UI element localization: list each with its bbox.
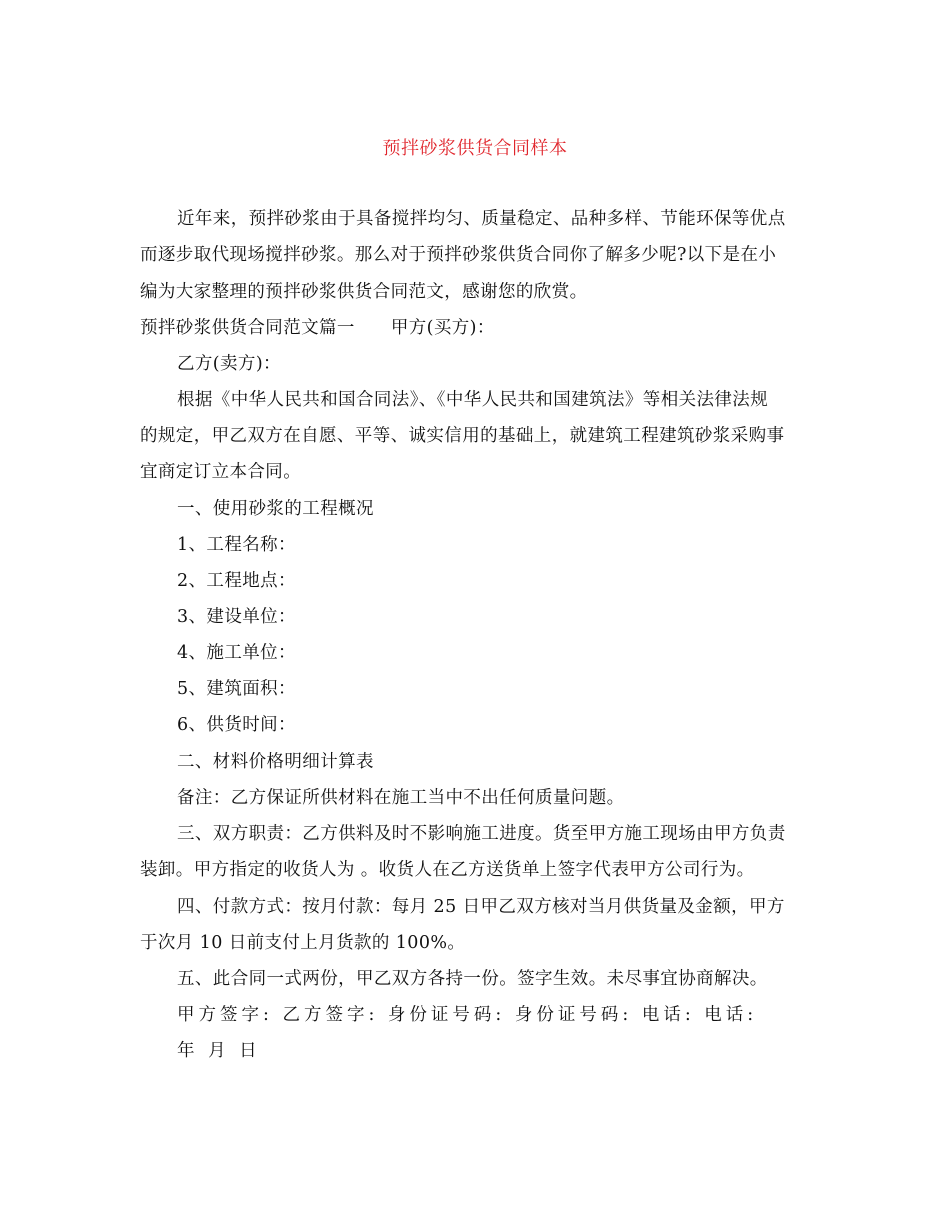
item-contractor: 4、施工单位： <box>177 643 296 663</box>
party-a-label: 甲方(买方)： <box>390 318 495 338</box>
intro-line-3: 编为大家整理的预拌砂浆供货合同范文，感谢您的欣赏。 <box>140 282 588 302</box>
basis-line-3: 宜商定订立本合同。 <box>140 462 302 482</box>
item-building-area: 5、建筑面积： <box>177 679 296 699</box>
section-2-heading: 二、材料价格明细计算表 <box>177 752 374 772</box>
section-3-line-1: 三、双方职责：乙方供料及时不影响施工进度。货至甲方施工现场由甲方负责 <box>177 824 786 844</box>
section-1-heading: 一、使用砂浆的工程概况 <box>177 499 374 519</box>
intro-line-2: 而逐步取代现场搅拌砂浆。那么对于预拌砂浆供货合同你了解多少呢?以下是在小 <box>140 245 777 265</box>
signature-line: 甲方签字: 乙方签字: 身份证号码: 身份证号码: 电话: 电话: <box>177 1005 758 1025</box>
section-4-line-2: 于次月 10 日前支付上月货款的 100%。 <box>140 933 466 953</box>
item-project-name: 1、工程名称： <box>177 535 296 555</box>
intro-line-1: 近年来，预拌砂浆由于具备搅拌均匀、质量稳定、品种多样、节能环保等优点 <box>177 209 786 229</box>
section-5-line: 五、此合同一式两份，甲乙双方各持一份。签字生效。未尽事宜协商解决。 <box>177 969 768 989</box>
item-construction-unit: 3、建设单位： <box>177 607 296 627</box>
document-title: 预拌砂浆供货合同样本 <box>382 138 568 159</box>
item-project-location: 2、工程地点： <box>177 571 296 591</box>
sample-heading: 预拌砂浆供货合同范文篇一 <box>140 318 355 338</box>
note-line: 备注：乙方保证所供材料在施工当中不出任何质量问题。 <box>177 788 625 808</box>
section-4-line-1: 四、付款方式：按月付款：每月 25 日甲乙双方核对当月供货量及金额，甲方 <box>177 897 785 917</box>
party-b-label: 乙方(卖方)： <box>177 354 281 374</box>
item-supply-time: 6、供货时间： <box>177 715 296 735</box>
basis-line-2: 的规定，甲乙双方在自愿、平等、诚实信用的基础上，就建筑工程建筑砂浆采购事 <box>140 426 785 446</box>
date-line: 年 月 日 <box>177 1041 261 1061</box>
sample-heading-row <box>140 316 495 340</box>
section-3-line-2: 装卸。甲方指定的收货人为 。收货人在乙方送货单上签字代表甲方公司行为。 <box>140 860 755 880</box>
basis-line-1: 根据《中华人民共和国合同法》、《中华人民共和国建筑法》等相关法律法规 <box>177 390 769 410</box>
